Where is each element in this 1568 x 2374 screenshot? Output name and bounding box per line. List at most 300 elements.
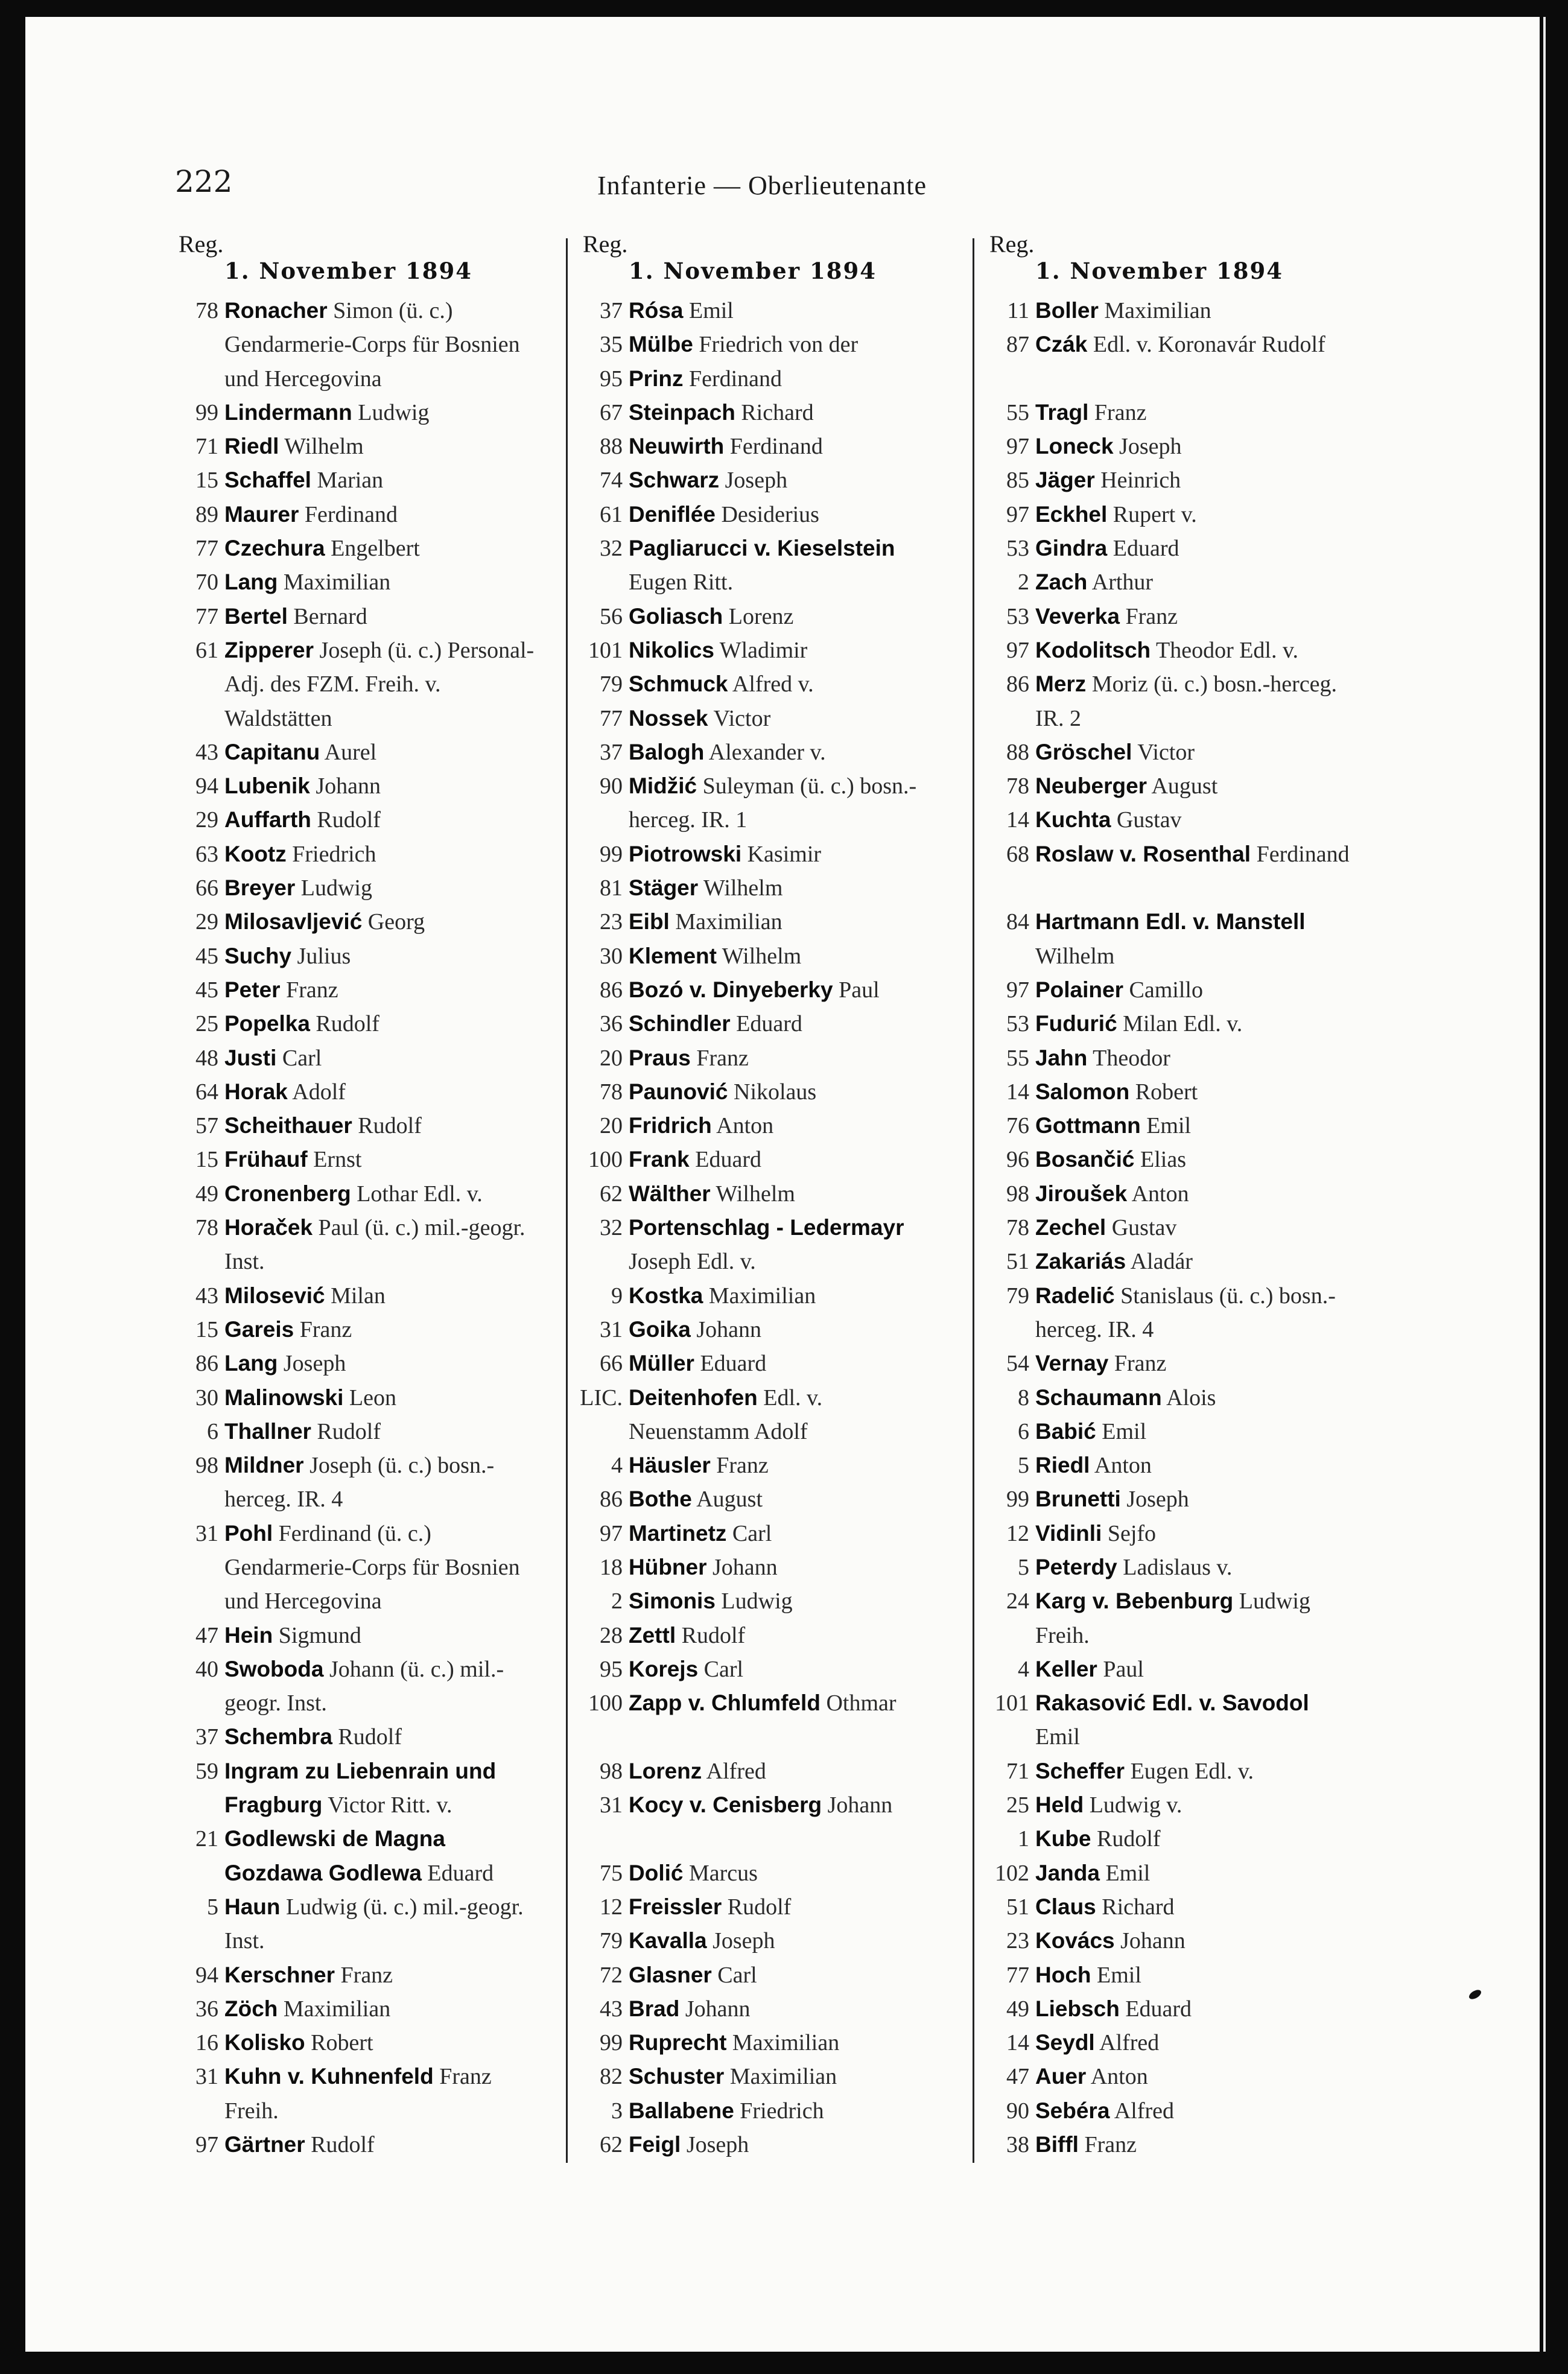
officer-details: Joseph xyxy=(681,2132,749,2158)
regiment-number: 85 xyxy=(1006,468,1029,494)
regiment-number: 36 xyxy=(600,1011,623,1037)
regiment-number: 49 xyxy=(1006,1996,1029,2022)
officer-surname: Sebéra xyxy=(1035,2098,1110,2123)
register-entry xyxy=(583,871,945,905)
register-entry xyxy=(989,1652,1351,1686)
officer-surname: Salomon xyxy=(1035,1079,1130,1104)
officer-surname: Zapp v. Chlumfeld xyxy=(629,1690,821,1716)
officer-surname: Zechel xyxy=(1035,1215,1106,1240)
register-entry xyxy=(583,1143,945,1176)
officer-details: Maximilian xyxy=(724,2064,837,2090)
register-entry xyxy=(583,1754,945,1788)
register-entry xyxy=(583,837,945,871)
regiment-number: 97 xyxy=(195,2132,218,2158)
officer-surname: Riedl xyxy=(1035,1453,1090,1478)
register-entry xyxy=(989,1347,1351,1380)
officer-details: Aladár xyxy=(1126,1249,1193,1275)
officer-details: Joseph xyxy=(719,468,788,494)
officer-surname: Ronacher xyxy=(224,298,328,323)
officer-details: Franz Freih. xyxy=(224,2064,492,2124)
regiment-number: 64 xyxy=(195,1079,218,1105)
regiment-number: 14 xyxy=(1006,2030,1029,2056)
regiment-number: 45 xyxy=(195,977,218,1003)
register-entry xyxy=(583,1924,945,1958)
officer-details: Theodor Edl. v. xyxy=(1151,637,1299,663)
register-entry xyxy=(583,600,945,633)
regiment-number: 97 xyxy=(1006,977,1029,1003)
running-title: Infanterie — Oberlieutenante xyxy=(597,171,927,200)
officer-surname: Kerschner xyxy=(224,1962,335,1987)
officer-details: Ferdinand xyxy=(299,501,398,527)
regiment-number: 11 xyxy=(1007,298,1029,323)
regiment-number: 55 xyxy=(1006,1045,1029,1071)
officer-details: Johann xyxy=(706,1554,778,1580)
officer-surname: Capitanu xyxy=(224,739,320,764)
officer-details: Victor xyxy=(708,705,771,731)
register-entry xyxy=(179,396,541,430)
officer-details: Joseph xyxy=(706,1928,775,1954)
officer-details: Emil xyxy=(683,298,734,323)
officer-details: Franz xyxy=(1119,603,1178,629)
officer-details: Friedrich xyxy=(734,2098,824,2124)
column-divider xyxy=(566,238,568,2163)
regiment-number: 36 xyxy=(195,1996,218,2022)
officer-details: Arthur xyxy=(1087,570,1154,595)
officer-details: Eduard xyxy=(689,1147,761,1173)
regiment-number: 61 xyxy=(600,501,623,527)
register-entry xyxy=(583,463,945,497)
officer-details: Franz xyxy=(294,1316,352,1342)
officer-details: Milan xyxy=(325,1283,386,1309)
officer-surname: Hartmann Edl. v. Manstell xyxy=(1035,909,1306,935)
officer-surname: Ingram zu Liebenrain und Fragburg xyxy=(224,1758,497,1818)
officer-details: Gustav xyxy=(1106,1215,1177,1241)
officer-surname: Riedl xyxy=(224,434,279,459)
officer-surname: Scheffer xyxy=(1035,1758,1125,1783)
register-entry xyxy=(179,498,541,532)
register-entry xyxy=(179,2060,541,2128)
register-entry xyxy=(179,973,541,1007)
regiment-number: 97 xyxy=(600,1520,623,1546)
officer-surname: Goika xyxy=(629,1316,691,1342)
regiment-number: 37 xyxy=(600,298,623,323)
officer-details: Paul (ü. c.) mil.-geogr. Inst. xyxy=(224,1215,525,1275)
register-entry xyxy=(179,1279,541,1313)
officer-surname: Roslaw v. Rosenthal xyxy=(1035,841,1251,866)
regiment-number: 86 xyxy=(600,977,623,1003)
register-entry xyxy=(583,1958,945,1992)
regiment-number: 32 xyxy=(600,536,623,562)
officer-details: Rudolf xyxy=(1091,1826,1161,1852)
register-entry xyxy=(989,2094,1351,2128)
register-entry xyxy=(179,1415,541,1449)
officer-details: Franz xyxy=(1078,2132,1137,2158)
officer-surname: Nikolics xyxy=(629,637,714,662)
officer-surname: Polainer xyxy=(1035,977,1123,1002)
regiment-number: 14 xyxy=(1006,1079,1029,1105)
regiment-number: 54 xyxy=(1006,1351,1029,1377)
officer-surname: Eibl xyxy=(629,909,670,935)
regiment-number: 25 xyxy=(1006,1792,1029,1818)
regiment-number: 66 xyxy=(600,1351,623,1377)
register-entry xyxy=(989,1584,1351,1652)
register-entry xyxy=(989,1007,1351,1041)
regiment-number: 6 xyxy=(1018,1418,1029,1444)
regiment-number: 86 xyxy=(1006,671,1029,697)
officer-surname: Kube xyxy=(1035,1826,1091,1852)
regiment-number: 6 xyxy=(207,1418,218,1444)
officer-surname: Wälther xyxy=(629,1181,711,1206)
officer-surname: Korejs xyxy=(629,1656,699,1681)
regiment-number: 35 xyxy=(600,332,623,358)
register-entry xyxy=(989,1686,1351,1754)
officer-surname: Vernay xyxy=(1035,1351,1109,1376)
register-entry xyxy=(989,1381,1351,1415)
officer-details: Sigmund xyxy=(273,1622,361,1648)
officer-details: Stanislaus (ü. c.) bosn.-herceg. IR. 4 xyxy=(1035,1283,1336,1342)
officer-surname: Schindler xyxy=(629,1011,731,1036)
entry-list xyxy=(989,294,1351,2162)
regiment-number: 37 xyxy=(195,1724,218,1750)
officer-details: Johann xyxy=(822,1792,893,1818)
officer-surname: Schembra xyxy=(224,1724,332,1750)
register-entry xyxy=(989,667,1351,735)
officer-surname: Steinpach xyxy=(629,399,735,425)
register-entry xyxy=(989,769,1351,803)
officer-surname: Karg v. Bebenburg xyxy=(1035,1588,1234,1614)
officer-details: Richard xyxy=(1096,1894,1175,1920)
register-entry xyxy=(583,905,945,939)
register-entry xyxy=(989,565,1351,599)
register-entry xyxy=(583,2094,945,2128)
officer-details: Anton xyxy=(1090,1453,1152,1479)
officer-details: Eduard xyxy=(421,1860,494,1886)
officer-surname: Czechura xyxy=(224,536,325,561)
register-entry xyxy=(179,1143,541,1176)
regiment-number: 88 xyxy=(600,434,623,460)
register-entry xyxy=(179,1449,541,1517)
officer-details: Maximilian xyxy=(669,909,782,935)
officer-surname: Lang xyxy=(224,1351,278,1376)
regiment-number: 14 xyxy=(1006,807,1029,833)
officer-details: Robert xyxy=(1129,1079,1198,1105)
register-entry xyxy=(989,532,1351,565)
register-entry xyxy=(179,2128,541,2162)
date-heading: 1. November 1894 xyxy=(224,258,472,284)
officer-surname: Keller xyxy=(1035,1656,1097,1681)
officer-surname: Kovács xyxy=(1035,1928,1115,1953)
regiment-number: 94 xyxy=(195,773,218,799)
officer-details: Ludwig xyxy=(715,1588,793,1614)
register-entry xyxy=(989,803,1351,837)
register-entry xyxy=(179,463,541,497)
officer-details: Friedrich von der xyxy=(693,332,859,358)
page-edge xyxy=(1543,17,1546,2352)
register-entry xyxy=(989,735,1351,769)
officer-details: Othmar xyxy=(820,1690,897,1716)
register-entry xyxy=(583,2128,945,2162)
officer-surname: Breyer xyxy=(224,875,296,901)
officer-details: Kasimir xyxy=(741,841,822,867)
regiment-number: 56 xyxy=(600,603,623,629)
regiment-number: 15 xyxy=(195,468,218,494)
register-entry xyxy=(179,939,541,973)
officer-surname: Bosančić xyxy=(1035,1147,1135,1172)
regiment-number: 90 xyxy=(600,773,623,799)
regiment-number: 37 xyxy=(600,739,623,765)
officer-details: Moriz (ü. c.) bosn.-herceg. IR. 2 xyxy=(1035,671,1338,731)
officer-details: Camillo xyxy=(1123,977,1203,1003)
register-entry xyxy=(583,1584,945,1618)
officer-surname: Prinz xyxy=(629,366,684,391)
register-entry xyxy=(179,1381,541,1415)
regiment-number: 78 xyxy=(1006,1215,1029,1241)
register-entry xyxy=(179,1652,541,1721)
register-entry xyxy=(179,1041,541,1075)
officer-details: Wladimir xyxy=(714,637,808,663)
regiment-number: 12 xyxy=(600,1894,623,1920)
regiment-number: 79 xyxy=(1006,1283,1029,1309)
register-entry xyxy=(989,1754,1351,1788)
register-entry xyxy=(583,1482,945,1516)
officer-surname: Frank xyxy=(629,1147,690,1172)
regiment-number: 4 xyxy=(611,1453,623,1479)
register-entry xyxy=(179,1890,541,1958)
officer-details: Alfred xyxy=(1094,2030,1160,2056)
register-entry xyxy=(583,1992,945,2026)
officer-surname: Kocy v. Cenisberg xyxy=(629,1792,822,1818)
regiment-number: 100 xyxy=(588,1690,623,1716)
regiment-number: 75 xyxy=(600,1860,623,1886)
register-entry xyxy=(989,1279,1351,1347)
regiment-number: 31 xyxy=(195,2064,218,2090)
officer-surname: Goliasch xyxy=(629,603,723,629)
register-entry xyxy=(989,1177,1351,1211)
register-entry xyxy=(583,532,945,600)
officer-details: Johann xyxy=(309,773,381,799)
officer-details: Ludwig v. xyxy=(1084,1792,1182,1818)
register-entry xyxy=(583,2026,945,2060)
officer-details: Carl xyxy=(276,1045,322,1071)
regiment-number: 97 xyxy=(1006,637,1029,663)
register-entry xyxy=(179,294,541,396)
regiment-number: 67 xyxy=(600,399,623,425)
officer-surname: Kuhn v. Kuhnenfeld xyxy=(224,2064,434,2089)
register-entry xyxy=(583,1075,945,1109)
officer-details: Franz xyxy=(335,1962,393,1988)
officer-surname: Kootz xyxy=(224,841,287,866)
officer-surname: Frühauf xyxy=(224,1147,308,1172)
regiment-number: 98 xyxy=(1006,1181,1029,1207)
register-entry xyxy=(179,1720,541,1754)
regiment-number: 99 xyxy=(195,399,218,425)
officer-surname: Biffl xyxy=(1035,2132,1079,2157)
register-entry xyxy=(989,1822,1351,1856)
regiment-number: 55 xyxy=(1006,399,1029,425)
officer-surname: Zöch xyxy=(224,1996,278,2021)
officer-details: Engelbert xyxy=(325,536,420,562)
regiment-number: 49 xyxy=(195,1181,218,1207)
regiment-number: 25 xyxy=(195,1011,218,1037)
column-1 xyxy=(179,232,541,2162)
regiment-number: 86 xyxy=(600,1487,623,1512)
regiment-number: 66 xyxy=(195,875,218,901)
register-entry xyxy=(179,1822,541,1890)
regiment-number: 89 xyxy=(195,501,218,527)
regiment-number: 71 xyxy=(195,434,218,460)
officer-surname: Thallner xyxy=(224,1418,311,1444)
officer-details: Rupert v. xyxy=(1107,501,1197,527)
regiment-number: 102 xyxy=(995,1860,1029,1886)
officer-details: Carl xyxy=(711,1962,757,1988)
register-entry xyxy=(989,905,1351,973)
regiment-number: 31 xyxy=(195,1520,218,1546)
officer-surname: Klement xyxy=(629,943,717,968)
officer-surname: Czák xyxy=(1035,332,1088,357)
officer-surname: Gärtner xyxy=(224,2132,305,2157)
register-entry xyxy=(179,837,541,871)
officer-surname: Schmuck xyxy=(629,671,728,697)
regiment-number: 99 xyxy=(600,841,623,867)
register-entry xyxy=(179,1347,541,1380)
column-3 xyxy=(989,232,1351,2162)
regiment-number: 78 xyxy=(1006,773,1029,799)
officer-surname: Godlewski de Magna Gozdawa Godlewa xyxy=(224,1826,445,1885)
officer-details: Ferdinand (ü. c.) Gendarmerie-Corps für Bosnien und Hercegovina xyxy=(224,1520,520,1614)
regiment-number: 2 xyxy=(611,1588,623,1614)
register-entry xyxy=(583,702,945,735)
register-entry xyxy=(989,2026,1351,2060)
officer-surname: Cronenberg xyxy=(224,1181,351,1206)
regiment-number: 100 xyxy=(588,1147,623,1173)
officer-surname: Lorenz xyxy=(629,1758,702,1783)
officer-details: Wilhelm xyxy=(698,875,783,901)
officer-surname: Rakasović Edl. v. Savodol xyxy=(1035,1690,1309,1716)
register-entry xyxy=(583,1652,945,1686)
regiment-number: 97 xyxy=(1006,434,1029,460)
regiment-number: 68 xyxy=(1006,841,1029,867)
officer-details: Maximilian xyxy=(703,1283,816,1309)
officer-details: Sejfo xyxy=(1102,1520,1157,1546)
regiment-number: 23 xyxy=(1006,1928,1029,1954)
regiment-number: 23 xyxy=(600,909,623,935)
regiment-number: 15 xyxy=(195,1316,218,1342)
register-entry xyxy=(179,600,541,633)
officer-surname: Neuwirth xyxy=(629,434,725,459)
regiment-number: 98 xyxy=(195,1453,218,1479)
regiment-number: 31 xyxy=(600,1792,623,1818)
officer-surname: Hoch xyxy=(1035,1962,1091,1987)
officer-surname: Brunetti xyxy=(1035,1487,1121,1512)
regiment-number: 101 xyxy=(588,637,623,663)
officer-surname: Maurer xyxy=(224,501,299,527)
regiment-number: 9 xyxy=(611,1283,623,1309)
register-entry xyxy=(179,565,541,599)
officer-surname: Portenschlag - Ledermayr xyxy=(629,1215,904,1240)
officer-details: Wilhelm xyxy=(279,434,364,460)
officer-details: August xyxy=(691,1487,763,1512)
register-entry xyxy=(583,1041,945,1075)
regiment-number: 5 xyxy=(1018,1453,1029,1479)
date-heading: 1. November 1894 xyxy=(629,258,877,284)
register-entry xyxy=(989,294,1351,328)
register-entry xyxy=(583,1109,945,1143)
officer-details: Ludwig (ü. c.) mil.-geogr. Inst. xyxy=(224,1894,524,1954)
regiment-number: 16 xyxy=(195,2030,218,2056)
regiment-number: 84 xyxy=(1006,909,1029,935)
officer-surname: Gindra xyxy=(1035,536,1108,561)
officer-details: Marcus xyxy=(683,1860,758,1886)
officer-surname: Mülbe xyxy=(629,332,693,357)
register-entry xyxy=(583,1517,945,1550)
officer-details: Joseph (ü. c.) bosn.-herceg. IR. 4 xyxy=(224,1453,495,1512)
officer-surname: Janda xyxy=(1035,1860,1100,1885)
column-2 xyxy=(580,230,945,2162)
officer-details: Eduard xyxy=(1107,536,1179,562)
officer-details: Eugen Ritt. xyxy=(629,570,734,595)
regiment-number: 31 xyxy=(600,1316,623,1342)
regiment-number: 15 xyxy=(195,1147,218,1173)
officer-details: Rudolf xyxy=(676,1622,746,1648)
regiment-number: 77 xyxy=(195,603,218,629)
register-entry xyxy=(583,430,945,463)
regiment-number: 77 xyxy=(1006,1962,1029,1988)
officer-details: Edl. v. Neuenstamm Adolf xyxy=(629,1385,823,1444)
regiment-number: 87 xyxy=(1006,332,1029,358)
officer-surname: Kolisko xyxy=(224,2030,305,2055)
officer-surname: Merz xyxy=(1035,671,1087,697)
officer-details: Emil xyxy=(1035,1724,1080,1750)
officer-details: Simon (ü. c.) Gendarmerie-Corps für Bosnien und Hercegovina xyxy=(224,298,520,392)
scan-border xyxy=(1543,0,1568,2374)
officer-surname: Auer xyxy=(1035,2064,1087,2089)
officer-surname: Liebsch xyxy=(1035,1996,1120,2021)
register-entry xyxy=(989,2128,1351,2162)
regiment-number: 3 xyxy=(611,2098,623,2124)
register-entry xyxy=(583,1347,945,1380)
reg-label: Reg. xyxy=(583,230,628,258)
register-entry xyxy=(583,328,945,361)
officer-surname: Milosavljević xyxy=(224,909,363,935)
regiment-number: 20 xyxy=(600,1113,623,1139)
register-entry xyxy=(583,1788,945,1856)
register-entry xyxy=(179,1007,541,1041)
regiment-number: 99 xyxy=(600,2030,623,2056)
register-entry xyxy=(989,1415,1351,1449)
register-entry xyxy=(179,1958,541,1992)
officer-details: Georg xyxy=(362,909,425,935)
officer-surname: Babić xyxy=(1035,1418,1096,1444)
register-entry xyxy=(989,1958,1351,1992)
officer-surname: Claus xyxy=(1035,1894,1096,1919)
regiment-number: 51 xyxy=(1006,1894,1029,1920)
regiment-number: 82 xyxy=(600,2064,623,2090)
officer-details: Wilhelm xyxy=(716,943,802,969)
register-entry xyxy=(179,1177,541,1211)
register-entry xyxy=(179,1313,541,1347)
register-entry xyxy=(179,1517,541,1619)
officer-surname: Vidinli xyxy=(1035,1520,1102,1546)
regiment-number: 81 xyxy=(600,875,623,901)
register-entry xyxy=(989,1550,1351,1584)
officer-surname: Radelić xyxy=(1035,1283,1115,1308)
officer-details: Ferdinand xyxy=(1251,841,1350,867)
officer-details: Bernard xyxy=(287,603,367,629)
officer-details: Johann (ü. c.) mil.-geogr. Inst. xyxy=(224,1656,504,1716)
regiment-number: 5 xyxy=(1018,1554,1029,1580)
officer-surname: Feigl xyxy=(629,2132,681,2157)
officer-details: Franz xyxy=(1108,1351,1167,1377)
